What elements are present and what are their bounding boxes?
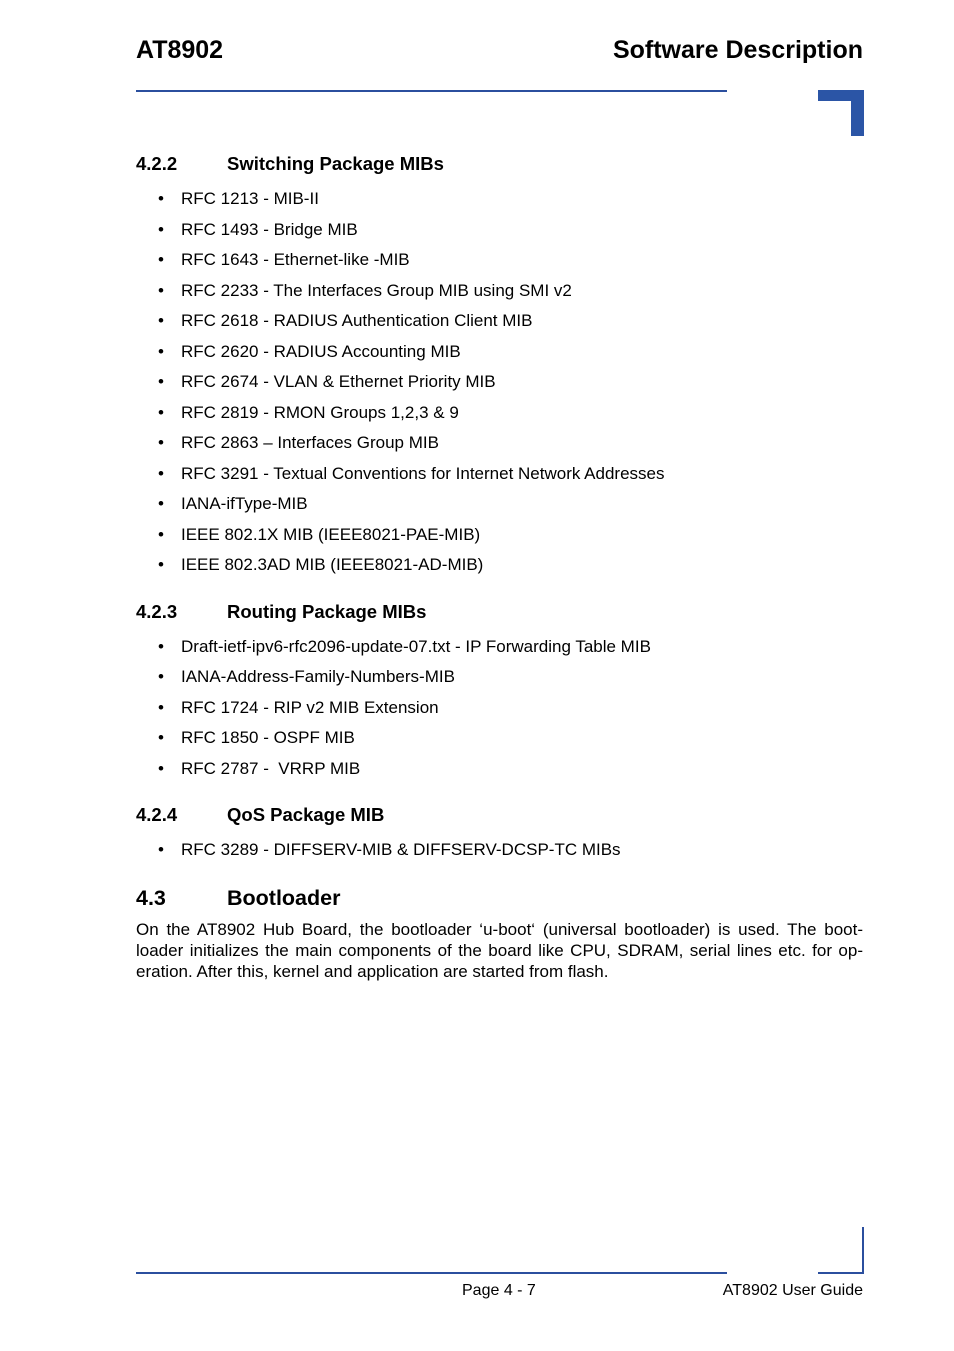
section-number: 4.2.3: [136, 600, 178, 622]
list-item-text: RFC 2233 - The Interfaces Group MIB using SMI v2: [181, 280, 572, 300]
corner-mark-top: [818, 90, 864, 136]
list-item-text: Draft-ietf-ipv6-rfc2096-update-07.txt - IP Forwarding Table MIB: [181, 636, 651, 656]
list-item: [136, 693, 863, 724]
corner-mark-top-vertical: [851, 90, 864, 136]
section-title: QoS Package MIB: [227, 804, 385, 825]
bullet-icon: •: [158, 280, 164, 300]
section-title: Routing Package MIBs: [227, 600, 427, 622]
bullet-icon: •: [158, 636, 164, 656]
spacer: [136, 581, 863, 598]
bullet-icon: •: [158, 219, 164, 239]
page-content: [136, 150, 863, 982]
section-number: 4.3: [136, 885, 166, 910]
bullet-icon: •: [158, 667, 164, 686]
list-item: [136, 754, 863, 785]
list-item-text: IANA-Address-Family-Numbers-MIB: [181, 667, 455, 686]
list-item-text: IEEE 802.1X MIB (IEEE8021-PAE-MIB): [181, 524, 481, 544]
list-item-text: RFC 3291 - Textual Conventions for Internet Network Addresses: [181, 463, 665, 483]
section-heading: [136, 883, 863, 913]
bullet-icon: •: [158, 341, 164, 361]
section-routing-mibs: [136, 598, 863, 785]
list-item: [136, 398, 863, 429]
bullet-icon: •: [158, 524, 164, 544]
bullet-icon: •: [158, 311, 164, 330]
corner-mark-bottom-vertical: [862, 1227, 864, 1274]
list-item: [136, 489, 863, 520]
section-switching-mibs: [136, 150, 863, 581]
list-item: [136, 662, 863, 693]
list-item-text: RFC 1493 - Bridge MIB: [181, 219, 358, 239]
section-heading: [136, 598, 863, 626]
bullet-icon: •: [158, 402, 164, 422]
bullet-icon: •: [158, 433, 164, 452]
list-item: [136, 215, 863, 246]
bullet-icon: •: [158, 728, 164, 747]
list-item: [136, 245, 863, 276]
corner-mark-bottom: [818, 1227, 864, 1274]
bullet-icon: •: [158, 758, 164, 778]
list-item-text: RFC 2620 - RADIUS Accounting MIB: [181, 341, 461, 361]
list-item: [136, 184, 863, 215]
list-item-text: RFC 1213 - MIB-II: [181, 189, 319, 208]
mib-list: [136, 632, 863, 785]
list-item: [136, 337, 863, 368]
spacer: [136, 784, 863, 801]
header-product-title: AT8902: [136, 36, 224, 64]
footer-rule: [136, 1272, 727, 1274]
list-item: [136, 276, 863, 307]
bullet-icon: •: [158, 463, 164, 483]
list-item-text: RFC 2787 - VRRP MIB: [181, 758, 361, 778]
bullet-icon: •: [158, 250, 164, 269]
mib-list: [136, 835, 863, 866]
list-item: [136, 306, 863, 337]
header-rule: [136, 90, 727, 92]
section-title: Switching Package MIBs: [227, 153, 444, 174]
mib-list: [136, 184, 863, 581]
bullet-icon: •: [158, 697, 164, 717]
list-item: [136, 459, 863, 490]
list-item-text: RFC 1724 - RIP v2 MIB Extension: [181, 697, 439, 717]
list-item: [136, 723, 863, 754]
bullet-icon: •: [158, 555, 164, 574]
list-item: [136, 520, 863, 551]
list-item-text: RFC 2863 – Interfaces Group MIB: [181, 433, 439, 452]
corner-mark-bottom-horizontal: [818, 1272, 864, 1274]
section-number: 4.2.2: [136, 153, 178, 174]
list-item-text: RFC 2618 - RADIUS Authentication Client MIB: [181, 311, 533, 330]
bullet-icon: •: [158, 840, 164, 859]
list-item-text: RFC 1643 - Ethernet-like -MIB: [181, 250, 410, 269]
bootloader-paragraph: On the AT8902 Hub Board, the bootloader ‘u-boot‘ (universal bootloader) is used. The boot-loader initializes the main components of the board like CPU, SDRAM, serial lines etc. for op-eration. After this, kernel and application are started from flash.: [136, 919, 863, 981]
header-chapter-title: Software Description: [612, 36, 863, 64]
list-item-text: RFC 1850 - OSPF MIB: [181, 728, 355, 747]
list-item: [136, 550, 863, 581]
list-item: [136, 428, 863, 459]
section-heading: [136, 801, 863, 829]
list-item: [136, 835, 863, 866]
bullet-icon: •: [158, 494, 164, 513]
list-item: [136, 632, 863, 663]
section-title: Bootloader: [227, 885, 341, 910]
section-bootloader: [136, 883, 863, 982]
list-item: [136, 367, 863, 398]
bullet-icon: •: [158, 372, 164, 391]
list-item-text: RFC 2674 - VLAN & Ethernet Priority MIB: [181, 372, 496, 391]
spacer: [136, 866, 863, 883]
section-heading: [136, 150, 863, 178]
list-item-text: IEEE 802.3AD MIB (IEEE8021-AD-MIB): [181, 555, 484, 574]
section-qos-mib: [136, 801, 863, 866]
list-item-text: RFC 2819 - RMON Groups 1,2,3 & 9: [181, 402, 459, 422]
list-item-text: IANA-ifType-MIB: [181, 494, 308, 513]
list-item-text: RFC 3289 - DIFFSERV-MIB & DIFFSERV-DCSP-TC MIBs: [181, 840, 621, 859]
footer-guide-title: AT8902 User Guide: [722, 1282, 863, 1299]
bullet-icon: •: [158, 189, 164, 208]
section-number: 4.2.4: [136, 804, 178, 825]
footer-page-number: Page 4 - 7: [462, 1282, 536, 1299]
